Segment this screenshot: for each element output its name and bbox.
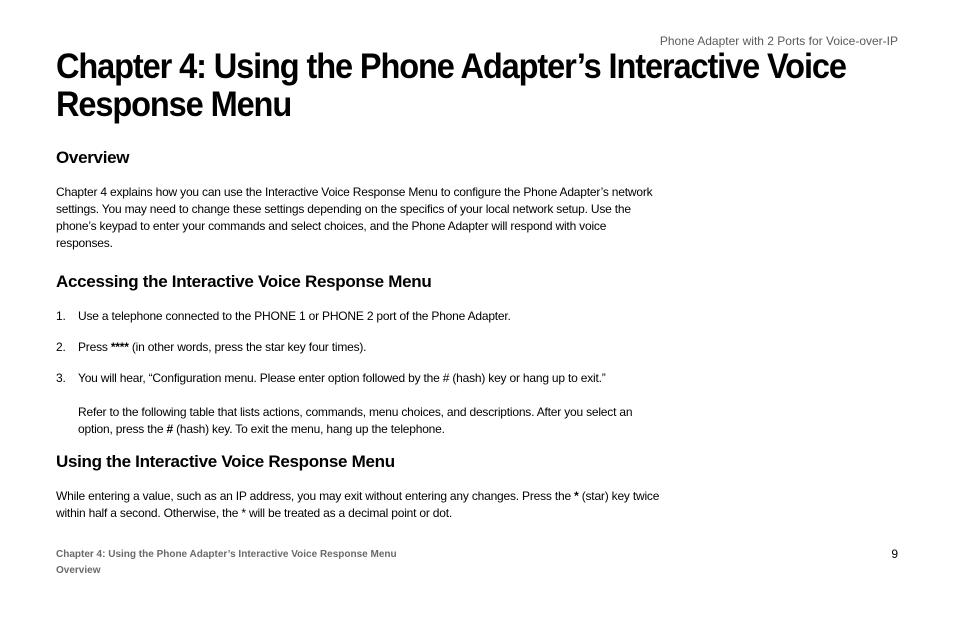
using-key: *	[574, 489, 579, 503]
step-item	[56, 370, 666, 438]
main-content	[56, 148, 666, 522]
step-item	[56, 339, 666, 356]
page-footer	[56, 547, 397, 579]
step-text: You will hear, “Configuration menu. Please enter option followed by the # (hash) key or hang up to exit.”	[78, 371, 606, 385]
footer-chapter: Chapter 4: Using the Phone Adapter’s Interactive Voice Response Menu	[56, 549, 397, 560]
step-text-post: (in other words, press the star key four times).	[128, 340, 367, 354]
using-paragraph	[56, 488, 666, 522]
footer-section: Overview	[56, 565, 101, 576]
overview-section	[56, 148, 666, 252]
step-number: 3.	[56, 371, 66, 385]
accessing-section	[56, 272, 666, 438]
step-note-text: Refer to the following table that lists actions, commands, menu choices, and descriptions. After you select an option, press the	[78, 405, 633, 436]
using-heading: Using the Interactive Voice Response Menu	[56, 452, 395, 471]
accessing-heading: Accessing the Interactive Voice Response Menu	[56, 272, 432, 291]
running-header: Phone Adapter with 2 Ports for Voice-over-IP	[659, 34, 898, 48]
using-section	[56, 452, 666, 522]
step-text: Press	[78, 340, 111, 354]
overview-heading: Overview	[56, 148, 130, 167]
steps-list	[56, 308, 666, 438]
step-number: 2.	[56, 340, 66, 354]
step-item	[56, 308, 666, 325]
using-text: While entering a value, such as an IP address, you may exit without entering any changes. Press the	[56, 489, 575, 503]
step-text: Use a telephone connected to the PHONE 1 or PHONE 2 port of the Phone Adapter.	[78, 309, 511, 323]
step-note-key: #	[166, 422, 173, 436]
overview-paragraph: Chapter 4 explains how you can use the Interactive Voice Response Menu to configure the Phone Adapter’s network settings. You may need to change these settings depending on the specifics of your local network setup. Use the phone’s keypad to enter your commands and select choices, and the Phone Adapter will respond with voice responses.	[56, 185, 653, 250]
chapter-title: Chapter 4: Using the Phone Adapter’s Interactive Voice Response Menu	[56, 47, 846, 124]
using-text-post: (star) key twice within half a second. Otherwise, the * will be treated as a decimal point or dot.	[56, 489, 660, 520]
page-number: 9	[891, 547, 898, 561]
step-number: 1.	[56, 309, 66, 323]
step-key: ****	[110, 340, 129, 354]
step-note	[78, 404, 666, 438]
step-note-text-post: (hash) key. To exit the menu, hang up the telephone.	[172, 422, 445, 436]
